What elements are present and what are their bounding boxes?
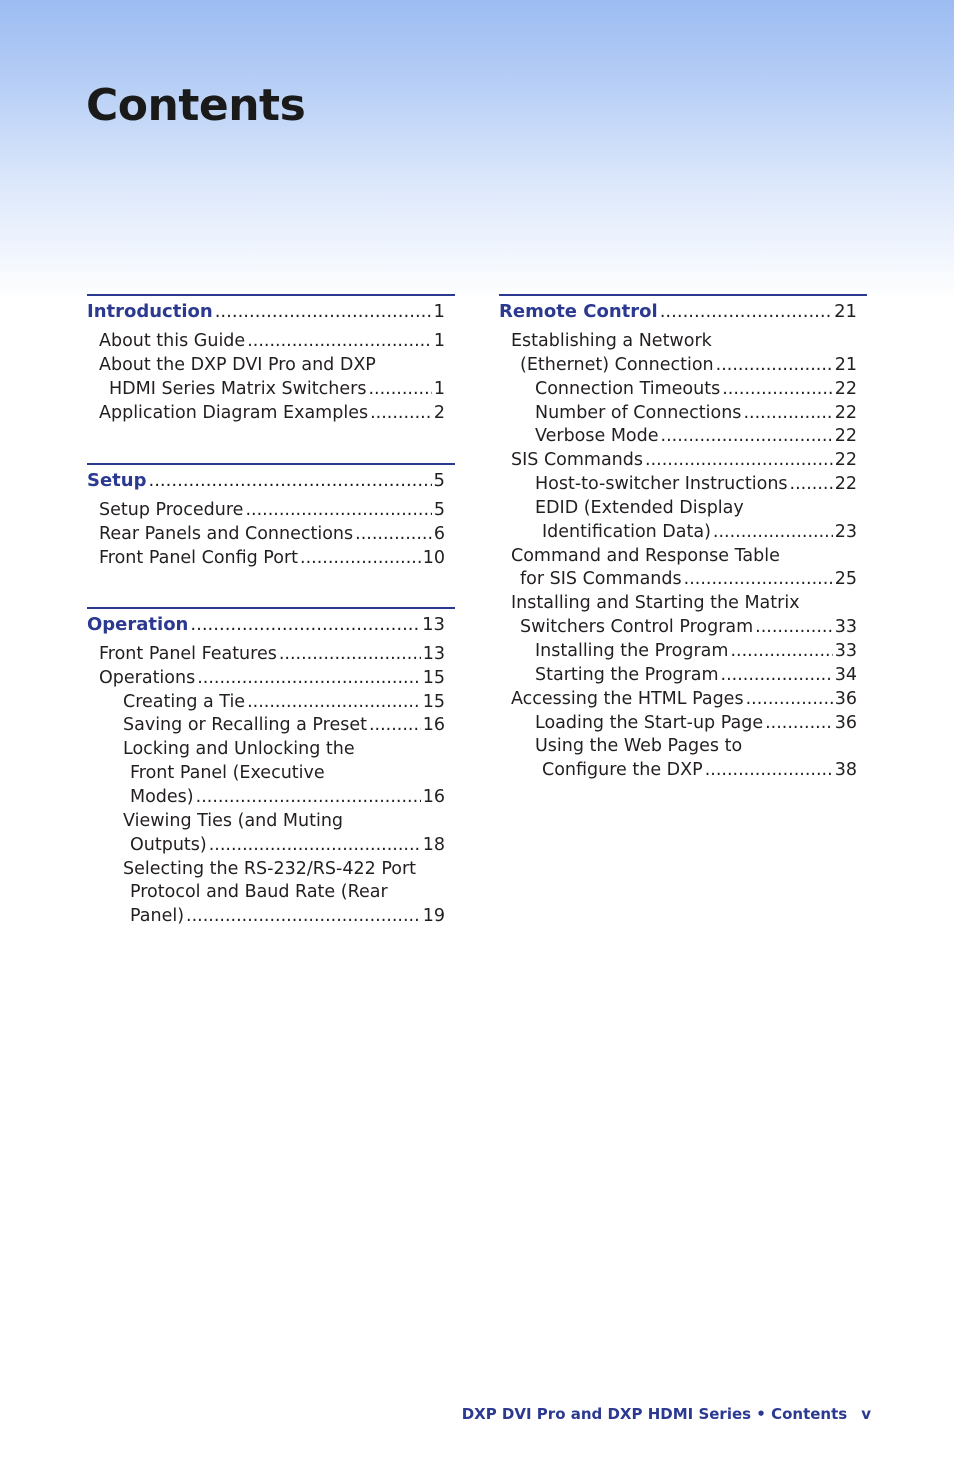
- toc-entry-text: [87, 547, 445, 571]
- toc-entry-line: [499, 473, 857, 497]
- toc-entry[interactable]: [87, 738, 455, 810]
- toc-entry-text: [87, 691, 445, 715]
- toc-entry-list: [87, 642, 455, 929]
- toc-entry[interactable]: [87, 714, 455, 738]
- toc-entry-label: Operations: [99, 667, 196, 688]
- toc-entry[interactable]: [499, 378, 867, 402]
- toc-entry-text: [499, 712, 857, 736]
- toc-page-number: 1: [433, 331, 445, 351]
- toc-entry[interactable]: [499, 449, 867, 473]
- toc-entry-line: [499, 521, 857, 545]
- toc-page-number: 13: [422, 643, 445, 664]
- toc-entry-line: [499, 449, 857, 473]
- toc-entry-line: Front Panel (Executive: [130, 763, 325, 784]
- toc-entry-line: [87, 786, 445, 810]
- dot-leader: [355, 523, 432, 547]
- toc-entry[interactable]: [499, 640, 867, 664]
- toc-entry[interactable]: [499, 664, 867, 688]
- toc-page-number: 5: [433, 500, 445, 521]
- toc-section: [499, 294, 867, 783]
- dot-leader: [755, 616, 833, 640]
- toc-page-number: 33: [834, 640, 857, 661]
- toc-page-number: 23: [834, 521, 857, 542]
- toc-entry-label: Number of Connections: [535, 402, 742, 423]
- section-title[interactable]: Introduction: [87, 301, 213, 322]
- toc-entry-text: [499, 330, 857, 378]
- toc-entry-text: [87, 499, 445, 523]
- dot-leader: [684, 568, 833, 592]
- dot-leader: [369, 714, 421, 738]
- toc-entry-line: [87, 499, 445, 523]
- toc-entry-line: About the DXP DVI Pro and DXP: [99, 354, 376, 375]
- toc-entry-text: [499, 735, 857, 783]
- toc-entry-label: Outputs): [130, 834, 207, 855]
- dot-leader: [713, 521, 833, 545]
- toc-entry-line: [499, 354, 857, 378]
- toc-entry-line: [87, 330, 445, 354]
- toc-entry-text: [87, 643, 445, 667]
- toc-entry-line: Selecting the RS-232/RS-422 Port: [123, 858, 417, 879]
- toc-entry[interactable]: [87, 354, 455, 402]
- dot-leader: [247, 330, 432, 354]
- toc-page-number: 16: [422, 715, 445, 736]
- toc-entry-text: [499, 402, 857, 426]
- dot-leader: [215, 299, 432, 325]
- dot-leader: [660, 299, 832, 325]
- toc-entry-label: Switchers Control Program: [520, 617, 754, 638]
- toc-entry-label: Host-to-switcher Instructions: [535, 474, 788, 495]
- footer-text: DXP DVI Pro and DXP HDMI Series • Contents: [461, 1405, 848, 1423]
- toc-entry-line: [499, 616, 857, 640]
- toc-page-number: 22: [834, 402, 857, 423]
- toc-entry-list: [499, 329, 867, 783]
- dot-leader: [716, 354, 833, 378]
- toc-entry-label: Installing the Program: [535, 640, 729, 661]
- toc-entry[interactable]: [87, 523, 455, 547]
- toc-page-number: 15: [422, 667, 445, 688]
- toc-page-number: 22: [834, 474, 857, 495]
- toc-page-number: 18: [422, 834, 445, 855]
- dot-leader: [186, 905, 421, 929]
- toc-entry-list: [87, 498, 455, 571]
- toc-entry-text: [87, 667, 445, 691]
- toc-entry-label: Saving or Recalling a Preset: [123, 715, 367, 736]
- dot-leader: [790, 473, 833, 497]
- toc-entry[interactable]: [87, 810, 455, 858]
- toc-entry-line: [87, 523, 445, 547]
- toc-entry-label: (Ethernet) Connection: [520, 354, 714, 375]
- toc-entry-text: [499, 640, 857, 664]
- toc-entry-label: Setup Procedure: [99, 500, 244, 521]
- toc-entry-line: [499, 759, 857, 783]
- toc-page-number: 34: [834, 664, 857, 685]
- toc-entry[interactable]: [87, 547, 455, 571]
- toc-page-number: 16: [422, 786, 445, 807]
- toc-entry[interactable]: [87, 691, 455, 715]
- toc-page-number: 22: [834, 426, 857, 447]
- dot-leader: [209, 834, 421, 858]
- toc-entry-text: [87, 402, 445, 426]
- dot-leader: [197, 667, 421, 691]
- toc-entry-label: Connection Timeouts: [535, 378, 721, 399]
- toc-entry-line: [87, 834, 445, 858]
- section-title[interactable]: Setup: [87, 470, 147, 492]
- dot-leader: [746, 688, 833, 712]
- toc-right-column: [499, 294, 867, 783]
- toc-entry-label: Loading the Start-up Page: [535, 712, 764, 733]
- toc-entry[interactable]: [499, 402, 867, 426]
- toc-section: [87, 607, 455, 929]
- dot-leader: [645, 449, 833, 473]
- dot-leader: [148, 468, 431, 494]
- toc-entry-line: [499, 712, 857, 736]
- toc-entry-line: [87, 643, 445, 667]
- toc-entry[interactable]: [87, 858, 455, 930]
- toc-entry-label: About this Guide: [99, 331, 246, 351]
- toc-entry-line: Establishing a Network: [511, 331, 712, 351]
- toc-page-number: 19: [422, 906, 445, 927]
- toc-page-number: 1: [433, 378, 445, 399]
- toc-entry-text: [499, 378, 857, 402]
- toc-section: [87, 294, 455, 425]
- toc-page-number: 33: [834, 617, 857, 638]
- section-heading[interactable]: [499, 296, 867, 329]
- section-page-number: 1: [433, 301, 445, 322]
- toc-entry[interactable]: [499, 330, 867, 378]
- toc-entry-label: for SIS Commands: [520, 569, 682, 590]
- toc-section: [87, 463, 455, 571]
- toc-entry-line: Using the Web Pages to: [535, 736, 743, 757]
- dot-leader: [765, 712, 833, 736]
- toc-entry-line: [87, 667, 445, 691]
- toc-entry-label: Rear Panels and Connections: [99, 524, 354, 545]
- toc-entry-line: Viewing Ties (and Muting: [123, 810, 344, 831]
- dot-leader: [370, 402, 432, 426]
- section-heading[interactable]: [87, 465, 455, 498]
- dot-leader: [190, 612, 420, 638]
- toc-entry-line: Installing and Starting the Matrix: [511, 593, 800, 614]
- toc-entry-label: Front Panel Features: [99, 643, 277, 664]
- page-footer: [430, 1405, 871, 1423]
- toc-entry-line: [87, 402, 445, 426]
- toc-entry-line: Locking and Unlocking the: [123, 739, 355, 760]
- toc-page-number: 6: [433, 524, 445, 545]
- toc-entry-text: [499, 473, 857, 497]
- toc-entry-line: [87, 691, 445, 715]
- toc-entry[interactable]: [499, 688, 867, 712]
- section-page-number: 5: [433, 470, 445, 492]
- toc-entry-line: [499, 378, 857, 402]
- toc-entry-text: [499, 425, 857, 449]
- toc-entry-line: [499, 402, 857, 426]
- toc-entry-list: [87, 329, 455, 425]
- toc-entry-label: Verbose Mode: [535, 426, 659, 447]
- toc-page-number: 38: [834, 760, 857, 781]
- toc-entry[interactable]: [87, 667, 455, 691]
- toc-entry-line: EDID (Extended Display: [535, 497, 744, 518]
- toc-entry[interactable]: [499, 592, 867, 640]
- section-page-number: 13: [422, 613, 445, 635]
- toc-entry-line: Command and Response Table: [511, 545, 780, 566]
- toc-entry-label: SIS Commands: [511, 450, 644, 471]
- toc-page-number: 22: [834, 378, 857, 399]
- toc-entry-text: [87, 354, 445, 402]
- dot-leader: [721, 664, 833, 688]
- toc-entry[interactable]: [499, 712, 867, 736]
- toc-entry-line: [87, 547, 445, 571]
- toc-page-number: 25: [834, 569, 857, 590]
- toc-entry-text: [87, 738, 445, 810]
- toc-entry-text: [499, 688, 857, 712]
- toc-entry-text: [499, 545, 857, 593]
- toc-entry-text: [87, 330, 445, 354]
- toc-entry-label: HDMI Series Matrix Switchers: [109, 378, 367, 399]
- toc-entry-label: Application Diagram Examples: [99, 402, 369, 423]
- toc-entry-line: [87, 378, 445, 402]
- toc-left-column: [87, 294, 455, 929]
- toc-entry-line: [499, 664, 857, 688]
- toc-entry-line: [499, 568, 857, 592]
- toc-entry[interactable]: [87, 499, 455, 523]
- footer-page-number: v: [861, 1405, 871, 1423]
- header-banner: [0, 0, 954, 300]
- toc-page-number: 2: [433, 402, 445, 423]
- toc-entry-text: [499, 664, 857, 688]
- toc-entry-line: [499, 688, 857, 712]
- toc-page-number: 36: [834, 712, 857, 733]
- dot-leader: [196, 786, 421, 810]
- section-title[interactable]: Remote Control: [499, 301, 658, 322]
- toc-entry-text: [499, 449, 857, 473]
- toc-entry-label: Configure the DXP: [542, 760, 703, 781]
- toc-entry-text: [87, 523, 445, 547]
- dot-leader: [300, 547, 421, 571]
- dot-leader: [743, 402, 832, 426]
- dot-leader: [705, 759, 833, 783]
- toc-entry-text: [87, 714, 445, 738]
- toc-entry[interactable]: [499, 425, 867, 449]
- toc-entry[interactable]: [87, 330, 455, 354]
- dot-leader: [247, 691, 421, 715]
- toc-entry[interactable]: [87, 643, 455, 667]
- section-heading[interactable]: [87, 609, 455, 642]
- dot-leader: [368, 378, 431, 402]
- toc-entry-line: [87, 714, 445, 738]
- toc-entry-line: Protocol and Baud Rate (Rear: [130, 882, 388, 903]
- toc-entry-line: [87, 905, 445, 929]
- toc-entry[interactable]: [499, 545, 867, 593]
- toc-entry-label: Modes): [130, 786, 194, 807]
- toc-entry-label: Accessing the HTML Pages: [511, 688, 744, 709]
- section-page-number: 21: [834, 301, 857, 322]
- toc-page-number: 10: [422, 548, 445, 569]
- section-title[interactable]: Operation: [87, 613, 189, 635]
- toc-entry-text: [499, 592, 857, 640]
- toc-entry[interactable]: [499, 735, 867, 783]
- toc-page-number: 22: [834, 450, 857, 471]
- toc-entry-label: Creating a Tie: [123, 691, 246, 712]
- toc-page-number: 15: [422, 691, 445, 712]
- toc-entry[interactable]: [499, 473, 867, 497]
- toc-entry-label: Identification Data): [542, 521, 711, 542]
- dot-leader: [245, 499, 431, 523]
- toc-entry-label: Starting the Program: [535, 664, 719, 685]
- toc-entry-text: [499, 497, 857, 545]
- toc-entry-text: [87, 858, 445, 930]
- toc-page-number: 36: [834, 688, 857, 709]
- toc-entry[interactable]: [87, 402, 455, 426]
- dot-leader: [279, 643, 421, 667]
- toc-entry-label: Panel): [130, 906, 185, 927]
- toc-entry-label: Front Panel Config Port: [99, 548, 299, 569]
- dot-leader: [722, 378, 833, 402]
- toc-entry[interactable]: [499, 497, 867, 545]
- toc-page-number: 21: [834, 354, 857, 375]
- section-heading[interactable]: [87, 296, 455, 329]
- page-title: Contents: [86, 80, 306, 131]
- toc-entry-line: [499, 425, 857, 449]
- toc-entry-line: [499, 640, 857, 664]
- toc-entry-text: [87, 810, 445, 858]
- dot-leader: [730, 640, 832, 664]
- dot-leader: [661, 425, 833, 449]
